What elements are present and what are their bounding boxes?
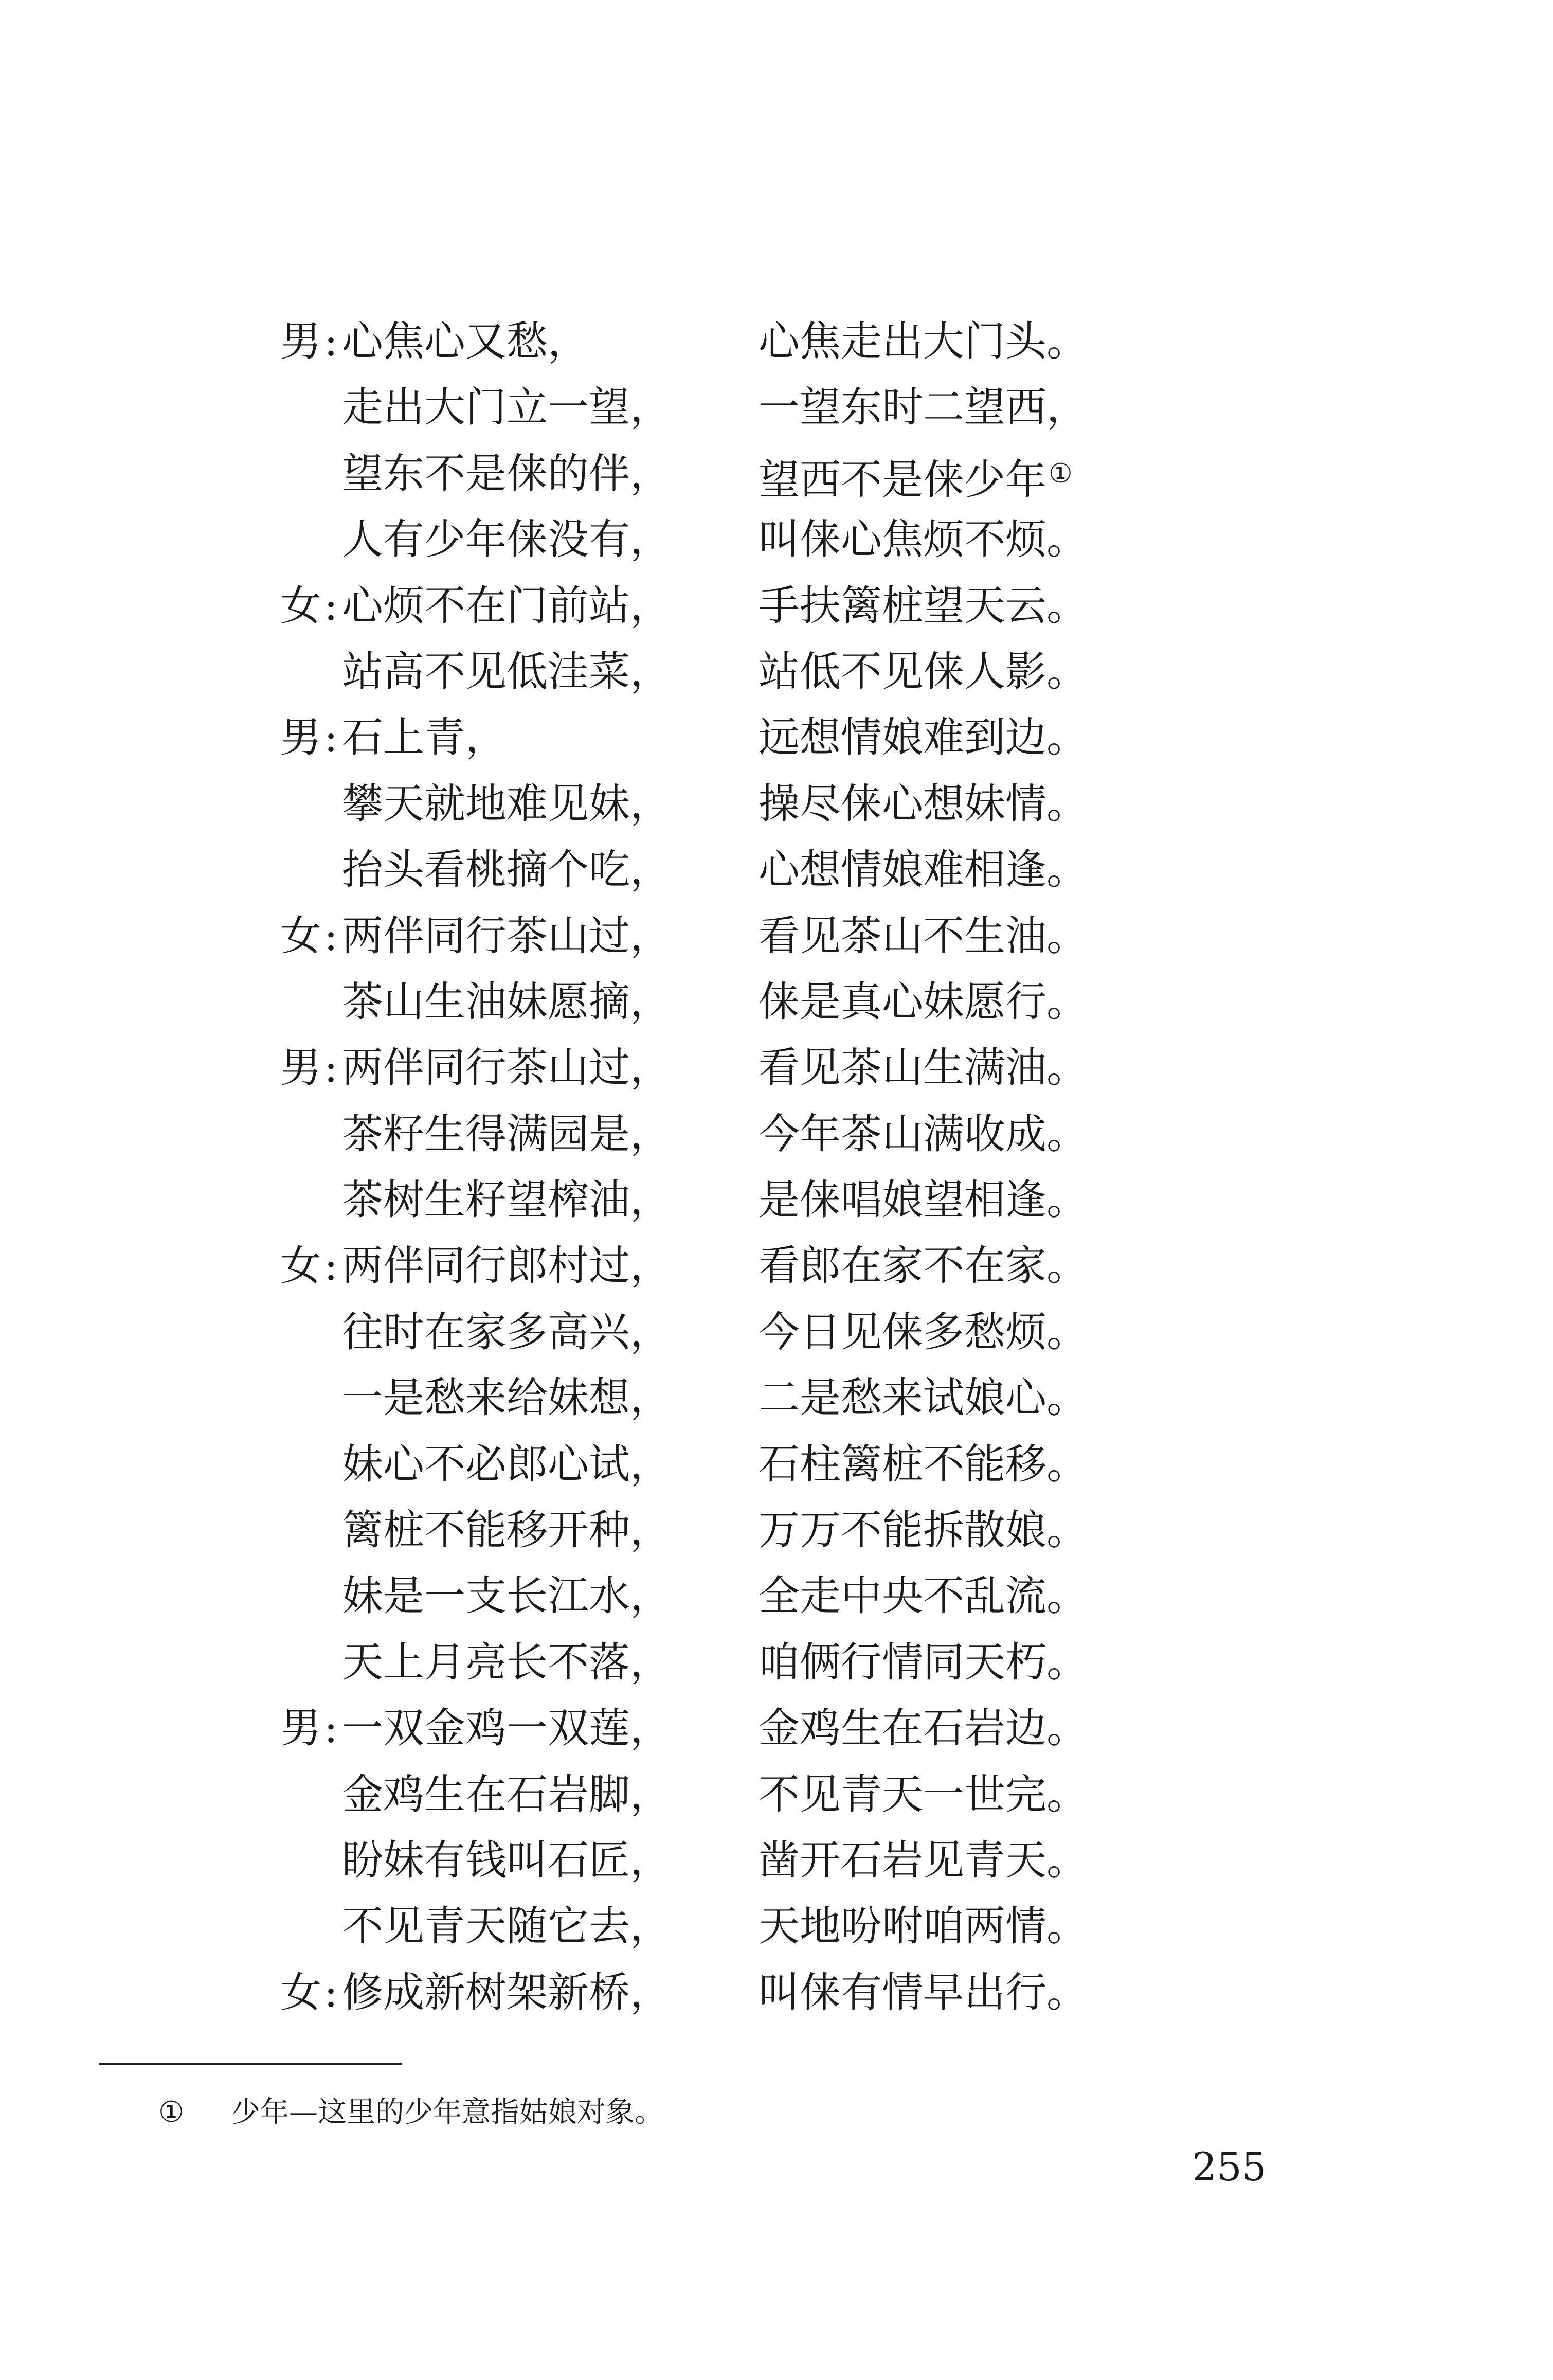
second-half-line — [759, 1365, 1088, 1431]
page-number: 255 — [1192, 2144, 1267, 2190]
first-half-line: 一是愁来给妹想， — [342, 1374, 671, 1422]
second-half-line — [759, 1299, 1088, 1365]
verse-line — [0, 1299, 1553, 1365]
verse-line — [0, 1563, 1553, 1629]
speaker-label: 男 — [280, 713, 321, 762]
first-half-line: 抬头看桃摘个吃， — [342, 846, 671, 894]
verse-line — [0, 1431, 1553, 1497]
footnote-text: 少年—这里的少年意指姑娘对象。 — [231, 2096, 663, 2129]
first-half-line: 走出大门立一望， — [342, 383, 671, 432]
speaker-label: 男 — [280, 317, 321, 365]
second-half-line — [759, 441, 1073, 513]
second-half-text: 看郎在家不在家。 — [759, 1242, 1088, 1290]
verse-line — [0, 705, 1553, 771]
second-half-text: 凿开石岩见青天。 — [759, 1836, 1088, 1884]
verse-line — [0, 1695, 1553, 1761]
first-half-line: 两伴同行茶山过， — [342, 911, 671, 960]
second-half-line — [759, 507, 1088, 572]
second-half-text: 金鸡生在石岩边。 — [759, 1704, 1088, 1752]
speaker-label: 女 — [280, 1242, 321, 1290]
verse-line — [0, 639, 1553, 705]
second-half-text: 今日见俫多愁烦。 — [759, 1308, 1088, 1356]
verse-line — [0, 1365, 1553, 1431]
verse-line — [0, 1167, 1553, 1233]
first-half-line: 攀天就地难见妹， — [342, 779, 671, 828]
first-half-line: 妹心不必郎心试， — [342, 1440, 671, 1488]
speaker-label: 女 — [280, 1968, 321, 2016]
second-half-text: 全走中央不乱流。 — [759, 1572, 1088, 1620]
first-half-line: 茶山生油妹愿摘， — [342, 977, 671, 1026]
second-half-line — [759, 771, 1088, 837]
second-half-line — [759, 1960, 1088, 2026]
verse-line — [0, 1233, 1553, 1299]
second-half-text: 二是愁来试娘心。 — [759, 1374, 1088, 1422]
first-half-line: 一双金鸡一双莲， — [342, 1704, 671, 1752]
first-half-line: 修成新树架新桥， — [342, 1968, 671, 2016]
first-half-line: 天上月亮长不落， — [342, 1638, 671, 1686]
second-half-text: 叫俫心焦烦不烦。 — [759, 515, 1088, 564]
second-half-text: 咱俩行情同天朽。 — [759, 1638, 1088, 1686]
second-half-line — [759, 1497, 1088, 1563]
verse-line — [0, 903, 1553, 969]
second-half-text: 看见茶山生满油。 — [759, 1044, 1088, 1092]
second-half-line — [759, 573, 1088, 639]
second-half-line — [759, 374, 1088, 440]
first-half-line: 金鸡生在石岩脚， — [342, 1770, 671, 1818]
footnote-number: ① — [158, 2096, 185, 2129]
speaker-colon: : — [324, 1242, 338, 1290]
first-half-line: 两伴同行郎村过， — [342, 1242, 671, 1290]
first-half-line: 石上青， — [342, 713, 507, 762]
speaker-colon: : — [324, 317, 338, 365]
second-half-line — [759, 639, 1088, 705]
second-half-line — [759, 1695, 1088, 1761]
speaker-colon: : — [324, 1044, 338, 1092]
second-half-text: 站低不见俫人影。 — [759, 647, 1088, 695]
second-half-line — [759, 1233, 1088, 1299]
second-half-text: 是俫唱娘望相逢。 — [759, 1176, 1088, 1224]
first-half-line: 心烦不在门前站， — [342, 581, 671, 630]
second-half-text: 心想情娘难相逢。 — [759, 846, 1088, 894]
second-half-line — [759, 309, 1088, 374]
second-half-text: 万万不能拆散娘。 — [759, 1506, 1088, 1554]
verse-line — [0, 1035, 1553, 1101]
second-half-line — [759, 903, 1088, 969]
verse-line — [0, 771, 1553, 837]
verse-line — [0, 1893, 1553, 1959]
speaker-colon: : — [324, 581, 338, 630]
verse-line — [0, 374, 1553, 440]
second-half-text: 操尽俫心想妹情。 — [759, 779, 1088, 828]
second-half-text: 天地吩咐咱两情。 — [759, 1902, 1088, 1950]
song-dialogue — [0, 309, 1553, 2026]
second-half-line — [759, 1762, 1088, 1828]
second-half-text: 叫俫有情早出行。 — [759, 1968, 1088, 2016]
first-half-line: 茶籽生得满园是， — [342, 1110, 671, 1158]
first-half-line: 盼妹有钱叫石匠， — [342, 1836, 671, 1884]
second-half-text: 看见茶山不生油。 — [759, 911, 1088, 960]
second-half-line — [759, 1828, 1088, 1893]
first-half-line: 人有少年俫没有， — [342, 515, 671, 564]
verse-line — [0, 1630, 1553, 1695]
speaker-label: 男 — [280, 1704, 321, 1752]
first-half-line: 望东不是俫的伴， — [342, 449, 671, 497]
verse-line — [0, 1960, 1553, 2026]
speaker-colon: : — [324, 1968, 338, 2016]
footnote-divider — [99, 2063, 402, 2065]
verse-line — [0, 1828, 1553, 1893]
second-half-text: 手扶篱桩望天云。 — [759, 581, 1088, 630]
verse-line — [0, 573, 1553, 639]
second-half-line — [759, 1035, 1088, 1101]
verse-line — [0, 309, 1553, 374]
first-half-line: 站高不见低洼菜， — [342, 647, 671, 695]
first-half-line: 心焦心又愁， — [342, 317, 589, 365]
speaker-colon: : — [324, 911, 338, 960]
second-half-text: 心焦走出大门头。 — [759, 317, 1088, 365]
verse-line — [0, 969, 1553, 1035]
speaker-colon: : — [324, 713, 338, 762]
second-half-line — [759, 1630, 1088, 1695]
second-half-text: 不见青天一世完。 — [759, 1770, 1088, 1818]
first-half-line: 篱桩不能移开种， — [342, 1506, 671, 1554]
first-half-line: 往时在家多高兴， — [342, 1308, 671, 1356]
verse-line — [0, 1762, 1553, 1828]
speaker-label: 女 — [280, 581, 321, 630]
verse-line — [0, 1101, 1553, 1167]
second-half-text: 石柱篱桩不能移。 — [759, 1440, 1088, 1488]
first-half-line: 茶树生籽望榨油， — [342, 1176, 671, 1224]
speaker-label: 男 — [280, 1044, 321, 1092]
second-half-line — [759, 1167, 1088, 1233]
verse-line — [0, 507, 1553, 572]
footnote-marker[interactable]: ① — [1049, 458, 1073, 489]
verse-line — [0, 1497, 1553, 1563]
first-half-line: 妹是一支长江水， — [342, 1572, 671, 1620]
second-half-line — [759, 837, 1088, 903]
second-half-text: 望西不是俫少年 — [759, 455, 1046, 504]
second-half-text: 今年茶山满收成。 — [759, 1110, 1088, 1158]
first-half-line: 不见青天随它去， — [342, 1902, 671, 1950]
verse-line — [0, 441, 1553, 507]
second-half-text: 远想情娘难到边。 — [759, 713, 1088, 762]
second-half-line — [759, 969, 1088, 1035]
speaker-colon: : — [324, 1704, 338, 1752]
second-half-line — [759, 1101, 1088, 1167]
verse-line — [0, 837, 1553, 903]
second-half-text: 俫是真心妹愿行。 — [759, 977, 1088, 1026]
second-half-line — [759, 705, 1088, 771]
second-half-line — [759, 1563, 1088, 1629]
second-half-text: 一望东时二望西， — [759, 383, 1088, 432]
speaker-label: 女 — [280, 911, 321, 960]
second-half-line — [759, 1893, 1088, 1959]
first-half-line: 两伴同行茶山过， — [342, 1044, 671, 1092]
second-half-line — [759, 1431, 1088, 1497]
